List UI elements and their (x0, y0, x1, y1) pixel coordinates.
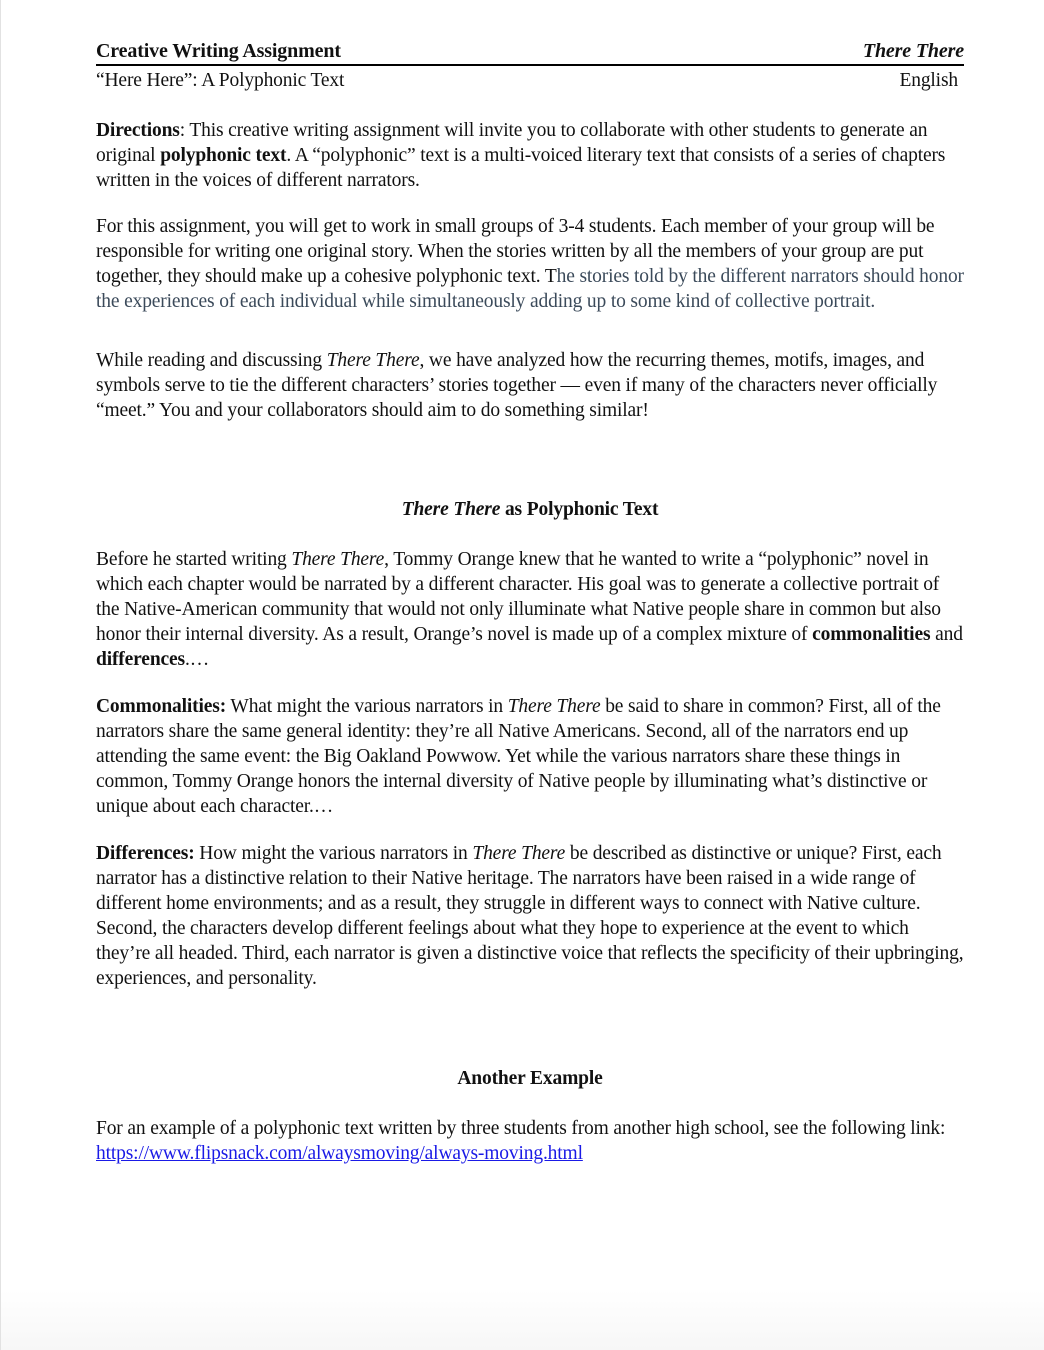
example-paragraph: For an example of a polyphonic text written by three students from another high school, see the following link: https://www.flipsnack.com/alwaysmoving/always-moving.html (96, 1118, 946, 1164)
book-title-inline: There There (291, 549, 385, 570)
intro-paragraph: Before he started writing There There, Tommy Orange knew that he wanted to write a “polyphonic” novel in which each chapter would be narrated by a different character. His goal was to generate a collective portrait of the Native-American community that would not only illuminate what Native people share in common but also honor their internal diversity. As a result, Orange’s novel is made up of a complex mixture of commonalities and differences.… (96, 549, 963, 670)
differences-term: differences (96, 649, 185, 670)
example-link[interactable]: https://www.flipsnack.com/alwaysmoving/always-moving.html (96, 1143, 583, 1164)
groups-paragraph: For this assignment, you will get to work in small groups of 3-4 students. Each member of your group will be responsible for writing one original story. When the stories written by all the members of your group are put together, they should make up a cohesive polyphonic text. The stories told by the different narrators should honor the experiences of each individual while simultaneously adding up to some kind of collective portrait. (96, 216, 964, 312)
directions-label: Directions (96, 120, 180, 141)
differences-paragraph: Differences: How might the various narrators in There There be described as distinctive or unique? First, each narrator has a distinctive relation to their Native heritage. The narrators have been raised in a wide range of different home environments; and as a result, they struggle in different ways to connect with Native culture. Second, the characters develop different feelings about what they hope to experience at the event to which they’re all headed. Third, each narrator is given a distinctive voice that reflects the specificity of their upbringing, experiences, and personality. (96, 843, 964, 989)
book-title-inline: There There (326, 350, 420, 371)
section-heading-polyphonic: There There as Polyphonic Text (401, 499, 659, 520)
commonalities-paragraph: Commonalities: What might the various narrators in There There be said to share in common? First, all of the narrators share the same general identity: they’re all Native Americans. Second, all of the narrators end up attending the same event: the Big Oakland Powwow. Yet while the various narrators share these things in common, Tommy Orange honors the internal diversity of Native people by illuminating what’s distinctive or unique about each character.… (96, 696, 941, 817)
book-title-inline: There There (507, 696, 601, 717)
directions-paragraph: Directions: This creative writing assignment will invite you to collaborate with other students to generate an original polyphonic text. A “polyphonic” text is a multi-voiced literary text that consists of a series of chapters written in the voices of different narrators. (96, 120, 946, 191)
assignment-subtitle: “Here Here”: A Polyphonic Text (96, 70, 345, 91)
document-subheader (96, 68, 964, 93)
polyphonic-term: polyphonic text (160, 145, 287, 166)
document-page (96, 40, 964, 1188)
course-name: English (899, 70, 958, 91)
commonalities-term: commonalities (812, 624, 931, 645)
book-title-inline: There There (472, 843, 566, 864)
commonalities-label: Commonalities: (96, 696, 227, 717)
section-heading-example: Another Example (457, 1068, 603, 1089)
differences-label: Differences: (96, 843, 195, 864)
highlighted-text: he stories told by the different narrators should honor the experiences of each individual while simultaneously adding up to some kind of collective portrait. (96, 266, 964, 312)
assignment-title: Creative Writing Assignment (96, 40, 341, 62)
book-title: There There (862, 40, 964, 62)
document-header (96, 40, 964, 66)
reading-paragraph: While reading and discussing There There, we have analyzed how the recurring themes, motifs, images, and symbols serve to tie the different characters’ stories together — even if many of the characters never officially “meet.” You and your collaborators should aim to do something similar! (96, 350, 938, 421)
